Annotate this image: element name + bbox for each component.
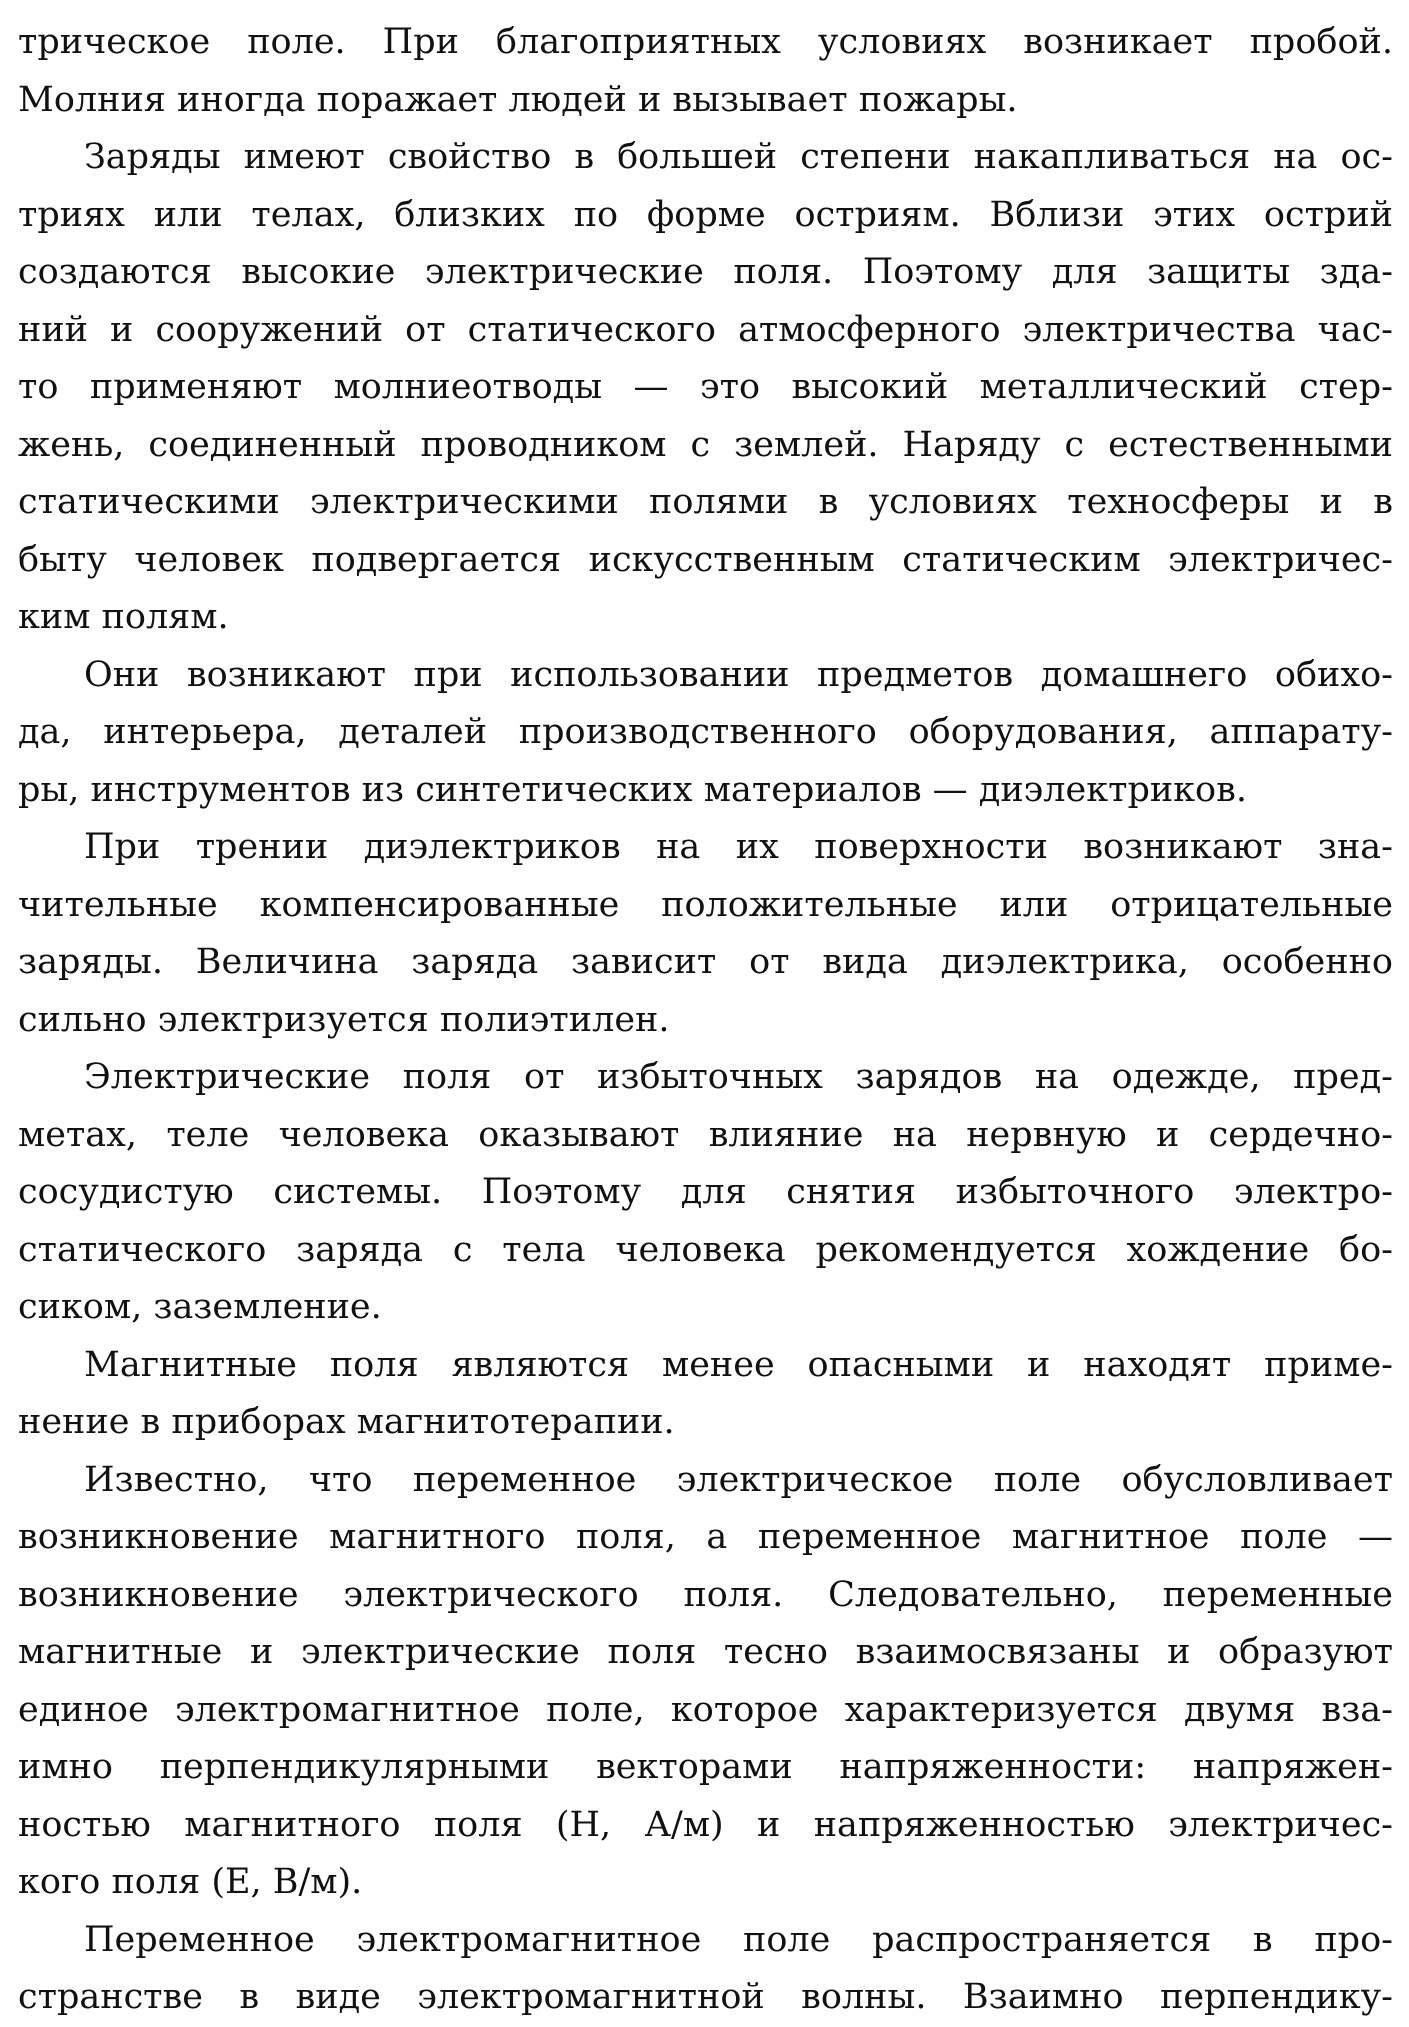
paragraph xyxy=(18,129,1395,647)
text-line: ний и сооружений от статического атмосферного электричества час- xyxy=(18,309,1393,350)
paragraph xyxy=(18,1337,1395,1452)
paragraph xyxy=(18,1912,1395,2027)
text-line: ким полям. xyxy=(18,597,229,637)
text-line: быту человек подвергается искусственным статическим электричес- xyxy=(18,539,1393,580)
text-line: метах, теле человека оказывают влияние на нервную и сердечно- xyxy=(18,1114,1393,1155)
text-line: сильно электризуется полиэтилен. xyxy=(18,999,670,1040)
text-line: нение в приборах магнитотерапии. xyxy=(18,1402,675,1442)
text-line: единое электромагнитное поле, которое характеризуется двумя вза- xyxy=(18,1689,1393,1730)
text-line: да, интерьера, деталей производственного оборудования, аппарату- xyxy=(18,712,1393,752)
text-line: статического заряда с тела человека рекомендуется хождение бо- xyxy=(18,1229,1393,1270)
text-line: сосудистую системы. Поэтому для снятия избыточного электро- xyxy=(18,1172,1393,1212)
text-line: то применяют молниеотводы — это высокий металлический стер- xyxy=(18,367,1393,407)
text-line: странстве в виде электромагнитной волны. Взаимно перпендику- xyxy=(18,1977,1393,2017)
text-line: Переменное электромагнитное поле распространяется в про- xyxy=(84,1919,1393,1960)
text-line: заряды. Величина заряда зависит от вида диэлектрика, особенно xyxy=(18,942,1393,982)
text-line: ры, инструментов из синтетических материалов — диэлектриков. xyxy=(18,769,1247,810)
text-line: Магнитные поля являются менее опасными и находят приме- xyxy=(84,1344,1393,1385)
text-line: Молния иногда поражает людей и вызывает пожары. xyxy=(18,79,1018,120)
text-line: триях или телах, близких по форме остриям. Вблизи этих острий xyxy=(18,194,1393,235)
text-line: сиком, заземление. xyxy=(18,1287,382,1327)
paragraph xyxy=(18,1452,1395,1912)
text-line: возникновение магнитного поля, а переменное магнитное поле — xyxy=(18,1517,1393,1557)
text-line: жень, соединенный проводником с землей. Наряду с естественными xyxy=(18,424,1393,465)
text-line: трическое поле. При благоприятных условиях возникает пробой. xyxy=(18,22,1393,62)
paragraph xyxy=(18,819,1395,1049)
text-line: магнитные и электрические поля тесно взаимосвязаны и образуют xyxy=(18,1632,1393,1672)
text-line: Электрические поля от избыточных зарядов на одежде, пред- xyxy=(84,1057,1393,1097)
text-line: ностью магнитного поля (Н, А/м) и напряженностью электричес- xyxy=(18,1804,1393,1845)
text-line: кого поля (Е, В/м). xyxy=(18,1862,363,1902)
text-line: возникновение электрического поля. Следовательно, переменные xyxy=(18,1574,1393,1615)
paragraph xyxy=(18,14,1395,129)
text-line: При трении диэлектриков на их поверхности возникают зна- xyxy=(84,827,1393,867)
text-line: чительные компенсированные положительные или отрицательные xyxy=(18,884,1393,925)
text-line: статическими электрическими полями в условиях техносферы и в xyxy=(18,482,1393,522)
text-line: Известно, что переменное электрическое поле обусловливает xyxy=(84,1459,1393,1500)
text-line: создаются высокие электрические поля. Поэтому для защиты зда- xyxy=(18,252,1393,292)
text-line: Заряды имеют свойство в большей степени накапливаться на ос- xyxy=(84,137,1393,177)
text-line: имно перпендикулярными векторами напряженности: напряжен- xyxy=(18,1747,1393,1787)
paragraph xyxy=(18,647,1395,820)
text-line: Они возникают при использовании предметов домашнего обихо- xyxy=(84,654,1393,695)
paragraph xyxy=(18,1049,1395,1337)
